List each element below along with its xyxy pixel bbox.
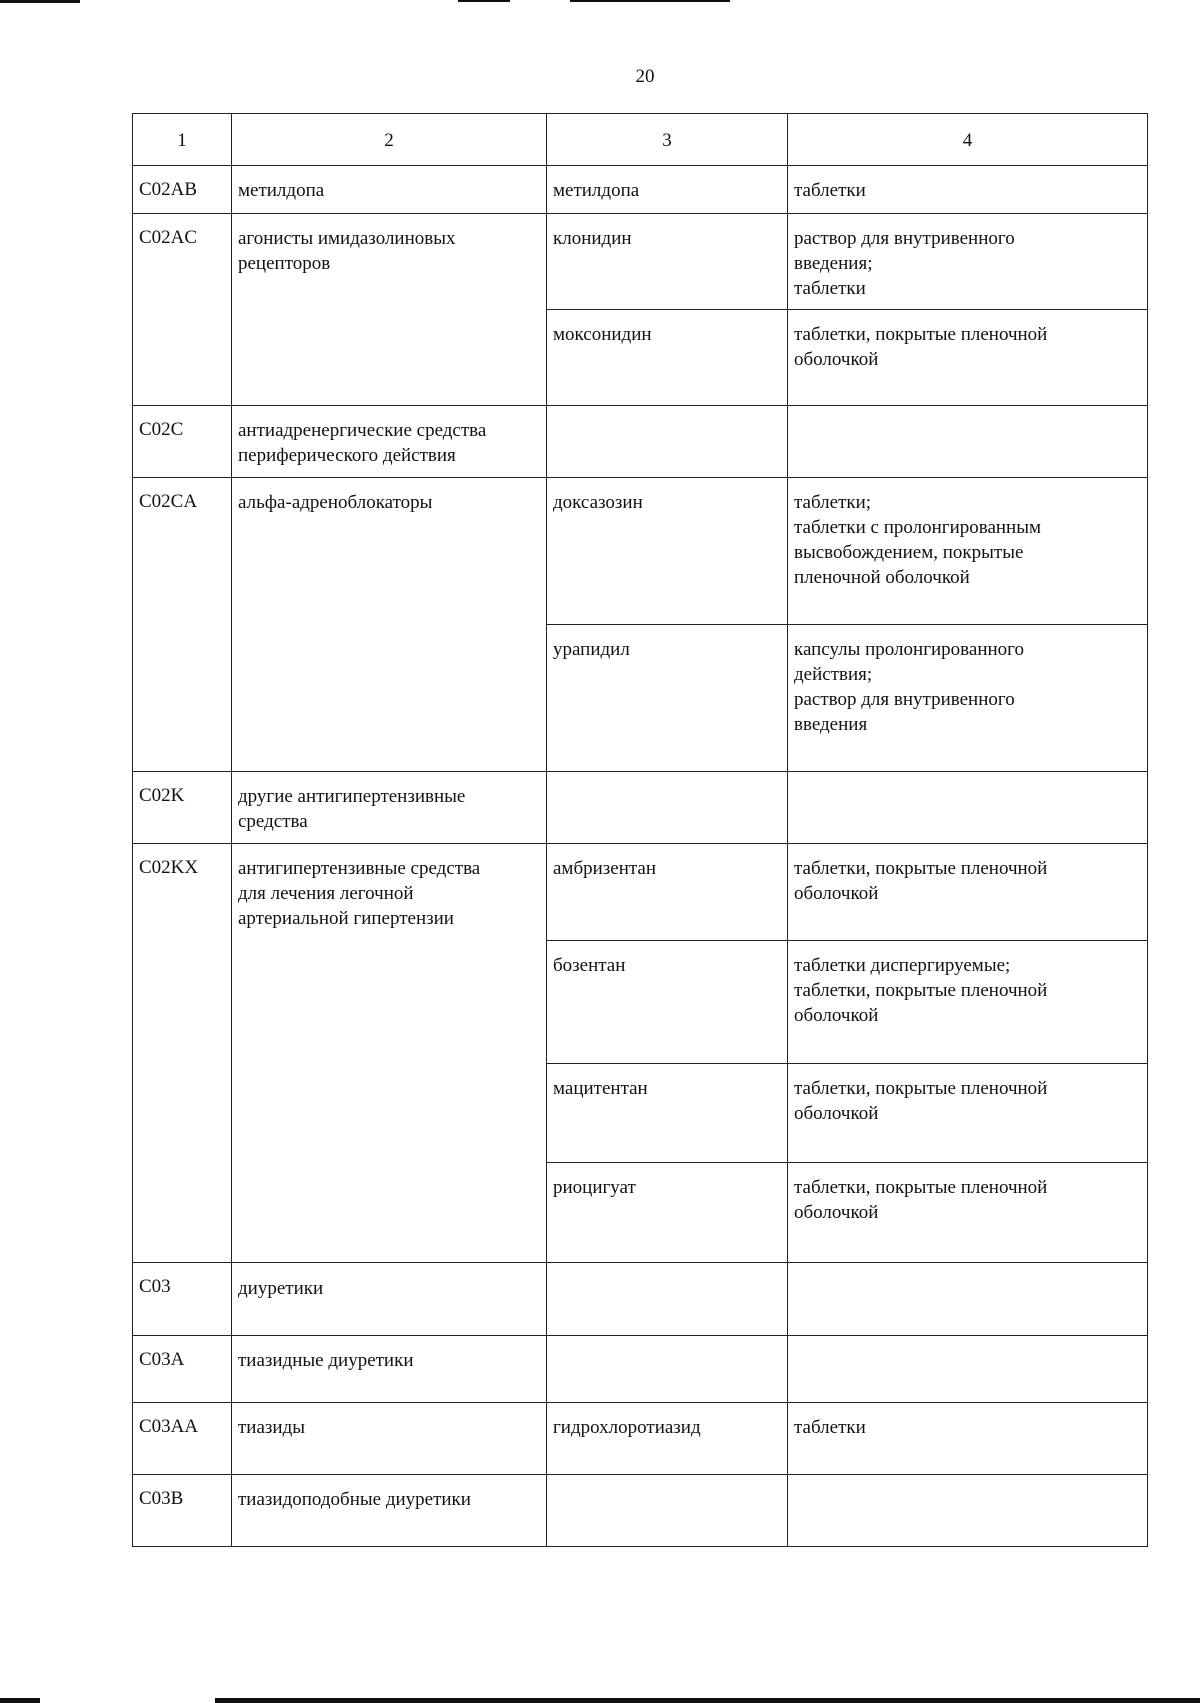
dosage-form: таблетки диспергируемые; таблетки, покрытые пленочной оболочкой: [794, 955, 1048, 1026]
form-cell: [788, 406, 1148, 478]
drug-name: доксазозин: [553, 492, 643, 513]
table-row: [133, 166, 1148, 214]
group-cell: [232, 406, 547, 478]
dosage-form: таблетки, покрытые пленочной оболочкой: [794, 858, 1048, 904]
form-cell: [788, 1403, 1148, 1475]
scan-edge-mark: [0, 0, 80, 3]
drug-name: моксонидин: [553, 324, 652, 345]
column-header: 2: [232, 114, 547, 166]
drug-name: гидрохлоротиазид: [553, 1417, 701, 1438]
atc-code: C03AA: [133, 1403, 232, 1475]
drug-cell: [547, 214, 788, 310]
atc-code: C02AB: [133, 166, 232, 214]
group-name: диуретики: [238, 1278, 324, 1299]
drug-cell: [547, 166, 788, 214]
drug-cell: [547, 844, 788, 941]
column-header: 1: [133, 114, 232, 166]
form-cell: [788, 310, 1148, 406]
table-row: [133, 844, 1148, 941]
table-header-row: [133, 114, 1148, 166]
group-cell: [232, 478, 547, 772]
form-cell: [788, 1163, 1148, 1263]
group-name: агонисты имидазолиновых рецепторов: [238, 228, 456, 274]
column-header: 4: [788, 114, 1148, 166]
drug-name: риоцигуат: [553, 1177, 636, 1198]
scan-edge-mark: [215, 1698, 1200, 1703]
drug-name: бозентан: [553, 955, 626, 976]
group-cell: [232, 772, 547, 844]
form-cell: [788, 1263, 1148, 1336]
table-row: [133, 406, 1148, 478]
drug-cell: [547, 1403, 788, 1475]
group-cell: [232, 1263, 547, 1336]
scan-edge-mark: [458, 0, 510, 2]
dosage-form: таблетки, покрытые пленочной оболочкой: [794, 324, 1048, 370]
drug-cell: [547, 941, 788, 1064]
group-name: антиадренергические средства периферического действия: [238, 420, 487, 466]
form-cell: [788, 1475, 1148, 1547]
table-row: [133, 1263, 1148, 1336]
scan-edge-mark: [570, 0, 730, 2]
group-cell: [232, 1475, 547, 1547]
drug-cell: [547, 310, 788, 406]
dosage-form: таблетки: [794, 180, 866, 201]
form-cell: [788, 1064, 1148, 1163]
group-name: альфа-адреноблокаторы: [238, 492, 433, 513]
dosage-form: таблетки: [794, 1417, 866, 1438]
drug-name: мацитентан: [553, 1078, 648, 1099]
drug-table: [132, 113, 1148, 1547]
atc-code: C02AC: [133, 214, 232, 406]
group-name: другие антигипертензивные средства: [238, 786, 466, 832]
scan-edge-mark: [0, 1698, 40, 1703]
form-cell: [788, 941, 1148, 1064]
table-row: [133, 214, 1148, 310]
dosage-form: таблетки, покрытые пленочной оболочкой: [794, 1078, 1048, 1124]
form-cell: [788, 166, 1148, 214]
drug-cell: [547, 625, 788, 772]
drug-name: метилдопа: [553, 180, 640, 201]
drug-name: урапидил: [553, 639, 630, 660]
table-row: [133, 1475, 1148, 1547]
group-name: тиазидные диуретики: [238, 1350, 414, 1371]
form-cell: [788, 214, 1148, 310]
group-cell: [232, 214, 547, 406]
form-cell: [788, 772, 1148, 844]
drug-name: клонидин: [553, 228, 632, 249]
group-cell: [232, 166, 547, 214]
drug-cell: [547, 1475, 788, 1547]
table-row: [133, 1336, 1148, 1403]
atc-code: C03A: [133, 1336, 232, 1403]
page-number: 20: [635, 66, 655, 87]
dosage-form: таблетки; таблетки с пролонгированным высвобождением, покрытые пленочной оболочкой: [794, 492, 1042, 588]
dosage-form: раствор для внутривенного введения; таблетки: [794, 228, 1015, 299]
drug-name: амбризентан: [553, 858, 657, 879]
form-cell: [788, 844, 1148, 941]
drug-cell: [547, 772, 788, 844]
drug-cell: [547, 1263, 788, 1336]
drug-cell: [547, 1064, 788, 1163]
atc-code: C02KX: [133, 844, 232, 1263]
column-header: 3: [547, 114, 788, 166]
form-cell: [788, 1336, 1148, 1403]
group-cell: [232, 1403, 547, 1475]
dosage-form: капсулы пролонгированного действия; раствор для внутривенного введения: [794, 639, 1024, 735]
group-name: тиазидоподобные диуретики: [238, 1489, 471, 1510]
form-cell: [788, 625, 1148, 772]
table-row: [133, 772, 1148, 844]
table-row: [133, 478, 1148, 625]
group-name: тиазиды: [238, 1417, 306, 1438]
table-row: [133, 1403, 1148, 1475]
dosage-form: таблетки, покрытые пленочной оболочкой: [794, 1177, 1048, 1223]
drug-cell: [547, 1336, 788, 1403]
group-name: метилдопа: [238, 180, 325, 201]
atc-code: C03B: [133, 1475, 232, 1547]
atc-code: C02K: [133, 772, 232, 844]
form-cell: [788, 478, 1148, 625]
group-name: антигипертензивные средства для лечения легочной артериальной гипертензии: [238, 858, 481, 929]
drug-cell: [547, 478, 788, 625]
atc-code: C02CA: [133, 478, 232, 772]
drug-cell: [547, 406, 788, 478]
atc-code: C02C: [133, 406, 232, 478]
group-cell: [232, 1336, 547, 1403]
group-cell: [232, 844, 547, 1263]
drug-cell: [547, 1163, 788, 1263]
atc-code: C03: [133, 1263, 232, 1336]
